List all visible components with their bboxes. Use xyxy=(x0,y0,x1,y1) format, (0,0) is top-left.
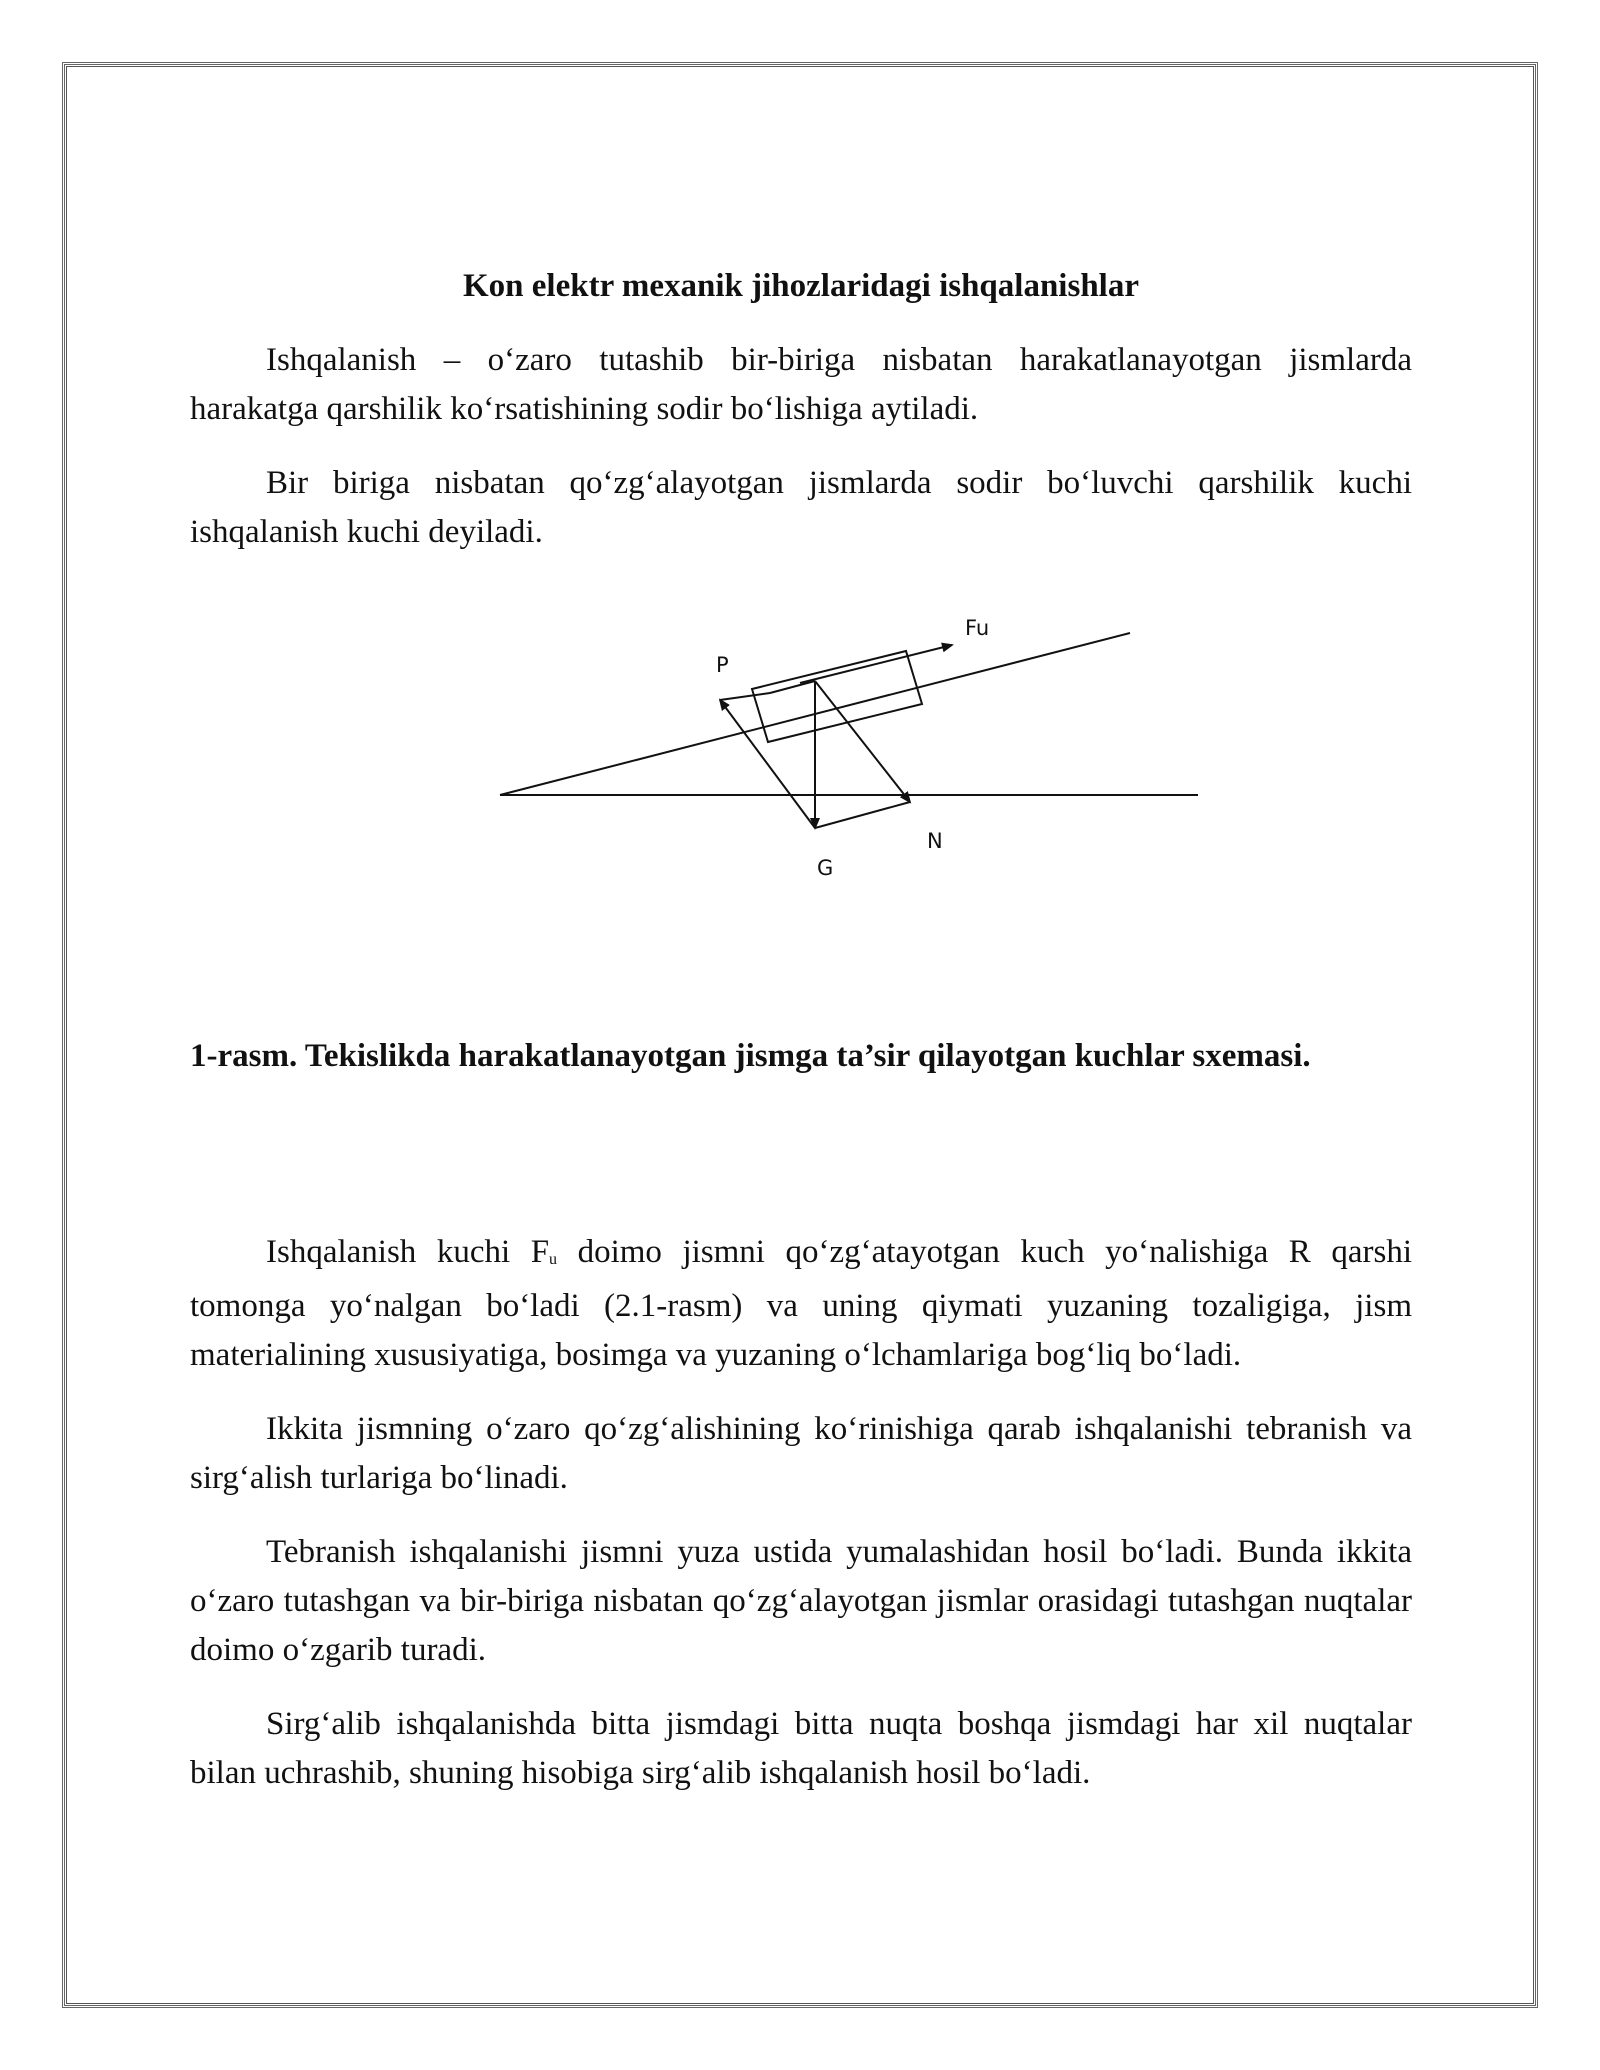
paragraph-3-rest: doimo jismni qo‘zg‘atayotgan kuch yo‘nalishiga R qarshi tomonga yo‘nalgan bo‘ladi (2.1-rasm) va uning qiymati yuzaning tozaligiga, jism materialining xususiyatiga, bosimga va yuzaning o‘lchamlariga bog‘liq bo‘ladi. xyxy=(190,1234,1412,1373)
p-side xyxy=(720,693,770,700)
paragraph-1: Ishqalanish – o‘zaro tutashib bir-biriga nisbatan harakatlanayotgan jismlarda harakatga qarshilik ko‘rsatishining sodir bo‘lishiga aytiladi. xyxy=(190,342,1412,427)
figure-caption: 1-rasm. Tekislikda harakatlanayotgan jismga ta’sir qilayotgan kuchlar sxemasi. xyxy=(190,1038,1311,1074)
paragraph-4: Ikkita jismning o‘zaro qo‘zg‘alishining ko‘rinishiga qarab ishqalanishi tebranish va sirg‘alish turlariga bo‘linadi. xyxy=(190,1411,1412,1496)
body-paragraphs xyxy=(190,1228,1412,1798)
p-force-arrow xyxy=(720,700,815,828)
paragraph-5: Tebranish ishqalanishi jismni yuza ustida yumalashidan hosil bo‘ladi. Bunda ikkita o‘zaro tutashgan va bir-biriga nisbatan qo‘zg‘alayotgan jismlar orasidagi tutashgan nuqtalar doimo o‘zgarib turadi. xyxy=(190,1534,1412,1668)
document-title: Kon elektr mexanik jihozlaridagi ishqalanishlar xyxy=(463,268,1139,304)
normal-side xyxy=(815,802,910,828)
friction-force-arrow xyxy=(800,645,952,683)
label-fu: Fu xyxy=(965,616,990,640)
paragraph-2: Bir biriga nisbatan qo‘zg‘alayotgan jismlarda sodir bo‘luvchi qarshilik kuchi ishqalanish kuchi deyiladi. xyxy=(190,465,1412,550)
intro-paragraphs xyxy=(190,336,1412,557)
label-n: N xyxy=(927,829,943,853)
block xyxy=(752,651,922,742)
paragraph-3 xyxy=(190,1228,1412,1380)
paragraph-6: Sirg‘alib ishqalanishda bitta jismdagi bitta nuqta boshqa jismdagi har xil nuqtalar bilan uchrashib, shuning hisobiga sirg‘alib ishqalanish hosil bo‘ladi. xyxy=(190,1706,1412,1791)
normal-force-arrow xyxy=(815,681,910,802)
paragraph-3-start: Ishqalanish kuchi F xyxy=(266,1234,550,1270)
paragraph-3-subscript: u xyxy=(549,1251,558,1268)
label-p: P xyxy=(716,653,729,677)
label-g: G xyxy=(817,856,834,880)
inclined-plane-diagram xyxy=(490,600,1210,900)
